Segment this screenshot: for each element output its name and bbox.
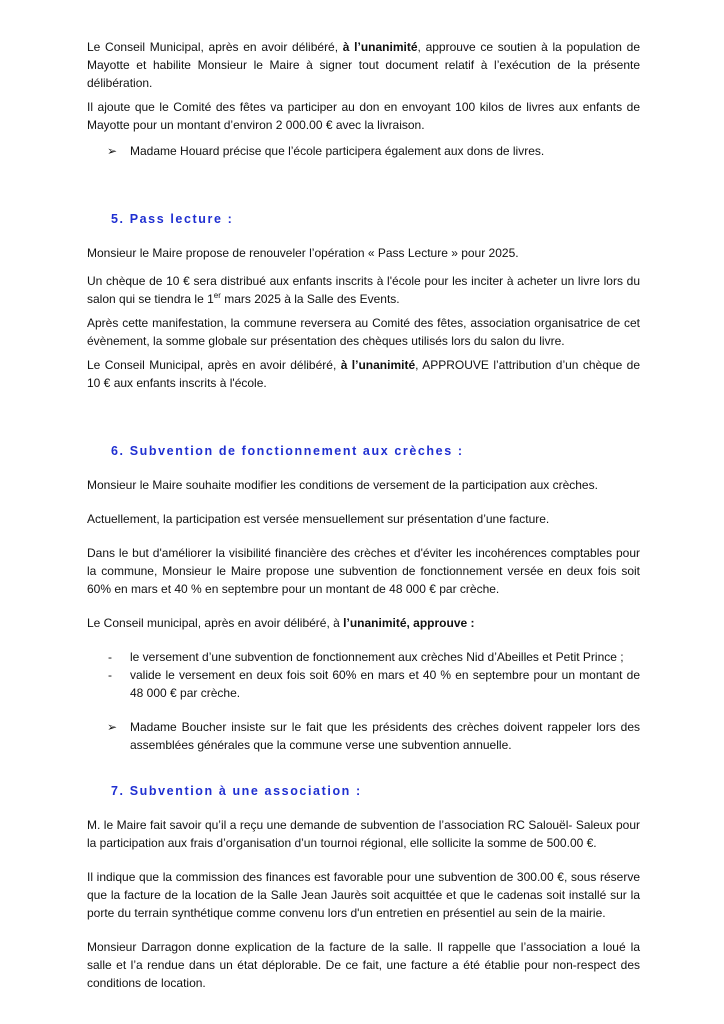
s7-paragraph-3: Monsieur Darragon donne explication de la facture de la salle. Il rappelle que l’association a loué la salle et l’a rendue dans un état déplorable. De ce fait, une facture a été établie pour non-respect des conditions de location. <box>87 940 640 990</box>
s6-paragraph-1: Monsieur le Maire souhaite modifier les conditions de versement de la participation aux crèches. <box>87 478 598 492</box>
paragraph-approval-mayotte: Le Conseil Municipal, après en avoir délibéré, à l’unanimité, approuve ce soutien à la population de Mayotte et habilite Monsieur le Maire à signer tout document relatif à l’exécution de la présente délibération. <box>87 40 641 90</box>
s6-dash-item-2: - valide le versement en deux fois soit 60% en mars et 40 % en septembre pour un montant de 48 000 € par crèche. <box>87 666 640 702</box>
arrow-bullet-icon: ➢ <box>107 720 118 734</box>
s7-paragraph-2: Il indique que la commission des finances est favorable pour une subvention de 300.00 €, sous réserve que la facture de la location de la Salle Jean Jaurès soit acquittée et que le cadenas soit installé sur la porte du terrain synthétique comme convenu lors d'un entretien en présentiel au sein de la mairie. <box>87 870 640 920</box>
section-7-heading: 7. Subvention à une association : <box>111 784 362 798</box>
arrow-bullet-icon: ➢ <box>107 144 118 158</box>
section-6-heading: 6. Subvention de fonctionnement aux crèches : <box>111 444 464 458</box>
dash-bullet-icon: - <box>108 668 112 682</box>
s7-paragraph-1: M. le Maire fait savoir qu’il a reçu une demande de subvention de l’association RC Salouël- Saleux pour la participation aux frais d’organisation d’un tournoi régional, elle sollicite la somme de 500.00 €. <box>87 818 640 850</box>
paragraph-comite-des-fetes: Il ajoute que le Comité des fêtes va participer au don en envoyant 100 kilos de livres aux enfants de Mayotte pour un montant d’environ 2 000.00 € avec la livraison. <box>87 100 640 132</box>
s5-paragraph-1: Monsieur le Maire propose de renouveler l’opération « Pass Lecture » pour 2025. <box>87 246 519 260</box>
s6-paragraph-4: Le Conseil municipal, après en avoir délibéré, à l’unanimité, approuve : <box>87 616 475 630</box>
dash-bullet-icon: - <box>108 650 112 664</box>
section-5-heading: 5. Pass lecture : <box>111 212 234 226</box>
s6-dash-item-1: - le versement d’une subvention de fonctionnement aux crèches Nid d’Abeilles et Petit Prince ; <box>87 648 640 666</box>
s6-paragraph-2: Actuellement, la participation est versée mensuellement sur présentation d’une facture. <box>87 512 550 526</box>
bullet-boucher: ➢ Madame Boucher insiste sur le fait que les présidents des crèches doivent rappeler lors des assemblées générales que la commune verse une subvention annuelle. <box>87 718 640 754</box>
bullet-houard: ➢ Madame Houard précise que l’école participera également aux dons de livres. <box>87 142 640 160</box>
s5-paragraph-4: Le Conseil Municipal, après en avoir délibéré, à l’unanimité, APPROUVE l’attribution d’un chèque de 10 € aux enfants inscrits à l'école. <box>87 358 641 390</box>
s6-paragraph-3: Dans le but d'améliorer la visibilité financière des crèches et d'éviter les incohérences comptables pour la commune, Monsieur le Maire propose une subvention de fonctionnement versée en deux fois soit 60% en mars et 40 % en septembre pour un montant de 48 000 € par crèche. <box>87 546 640 596</box>
s5-paragraph-2: Un chèque de 10 € sera distribué aux enfants inscrits à l'école pour les inciter à acheter un livre lors du salon qui se tiendra le 1er mars 2025 à la Salle des Events. <box>87 274 640 306</box>
s5-paragraph-3: Après cette manifestation, la commune reversera au Comité des fêtes, association organisatrice de cet évènement, la somme globale sur présentation des chèques utilisés lors du salon du livre. <box>87 316 640 348</box>
document-page <box>87 38 640 992</box>
